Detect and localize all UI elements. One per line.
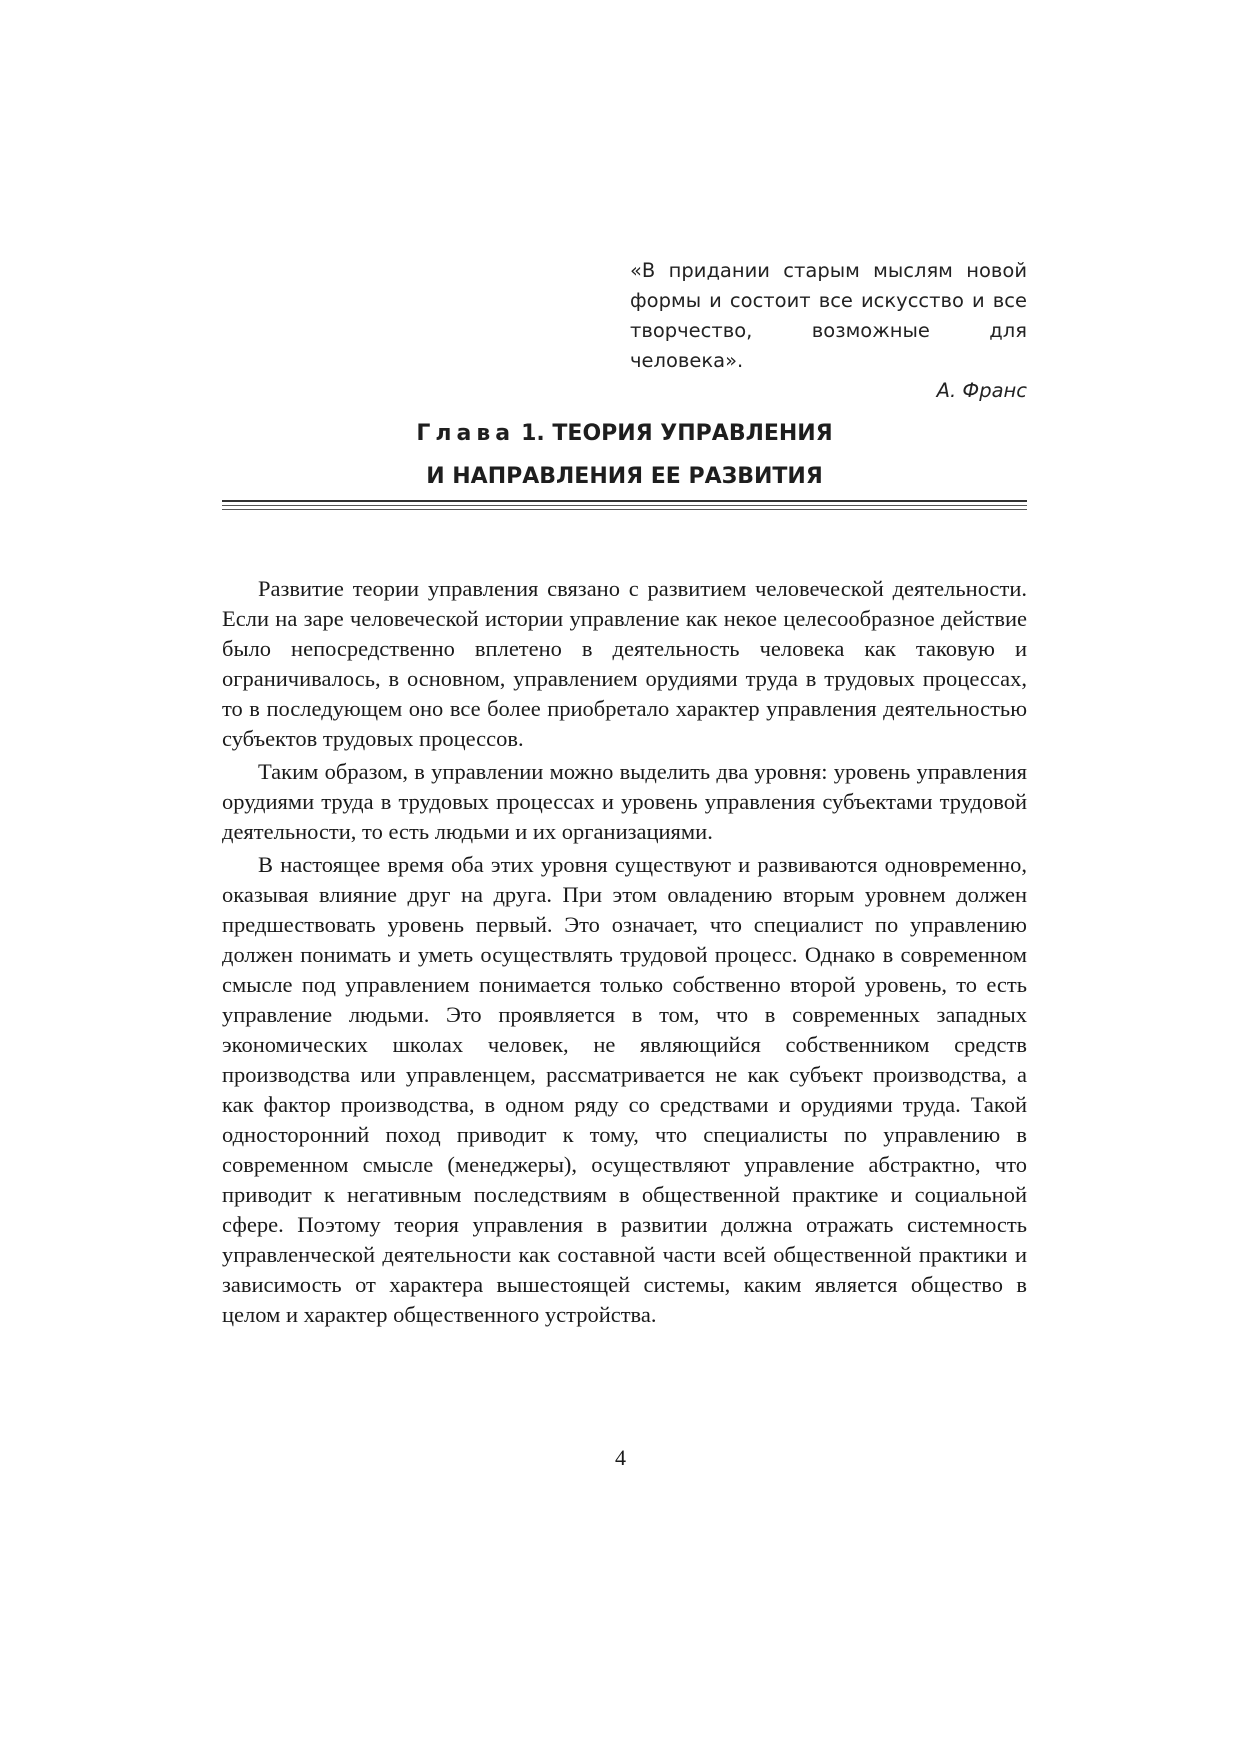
chapter-title-line2: И НАПРАВЛЕНИЯ ЕЕ РАЗВИТИЯ	[426, 464, 823, 489]
chapter-label: Глава	[416, 421, 516, 446]
paragraph: Таким образом, в управлении можно выделить два уровня: уровень управления орудиями труда в трудовых процессах и уровень управления субъектами трудовой деятельности, то есть людьми и их организациями.	[222, 759, 1027, 844]
paragraph: Развитие теории управления связано с развитием человеческой деятельности. Если на заре человеческой истории управление как некое целесообразное действие было непосредственно вплетено в деятельность человека как таковую и ограничивалось, в основном, управлением орудиями труда в трудовых процессах, то в последующем оно все более приобретало характер управления деятельностью субъектов трудовых процессов.	[222, 576, 1027, 751]
epigraph	[630, 256, 1027, 406]
body-text	[222, 574, 1027, 1333]
chapter-title-line1	[222, 412, 1027, 455]
epigraph-author: А. Франс	[936, 379, 1027, 402]
title-divider	[222, 500, 1027, 513]
chapter-title	[222, 412, 1027, 498]
chapter-title-text-line1: 1. ТЕОРИЯ УПРАВЛЕНИЯ	[521, 421, 833, 446]
divider-line-1	[222, 500, 1027, 502]
page-number: 4	[615, 1445, 626, 1470]
paragraph: В настоящее время оба этих уровня существуют и развиваются одновременно, оказывая влияние друг на друга. При этом овладению вторым уровнем должен предшествовать уровень первый. Это означает, что специалист по управлению должен понимать и уметь осуществлять трудовой процесс. Однако в современном смысле под управлением понимается только собственно второй уровень, то есть управление людьми. Это проявляется в том, что в современных западных экономических школах человек, не являющийся собственником средств производства или управленцем, рассматривается не как субъект производства, а как фактор производства, в одном ряду со средствами и орудиями труда. Такой односторонний поход приводит к тому, что специалисты по управлению в современном смысле (менеджеры), осуществляют управление абстрактно, что приводит к негативным последствиям в общественной практике и социальной сфере. Поэтому теория управления в развитии должна отражать системность управленческой деятельности как составной части всей общественной практики и зависимость от характера вышестоящей системы, каким является общество в целом и характер общественного устройства.	[222, 852, 1027, 1327]
divider-line-3	[222, 509, 1027, 510]
divider-line-2	[222, 505, 1027, 506]
epigraph-quote: «В придании старым мыслям новой формы и состоит все искусство и все творчество, возможные для человека».	[630, 259, 1027, 372]
